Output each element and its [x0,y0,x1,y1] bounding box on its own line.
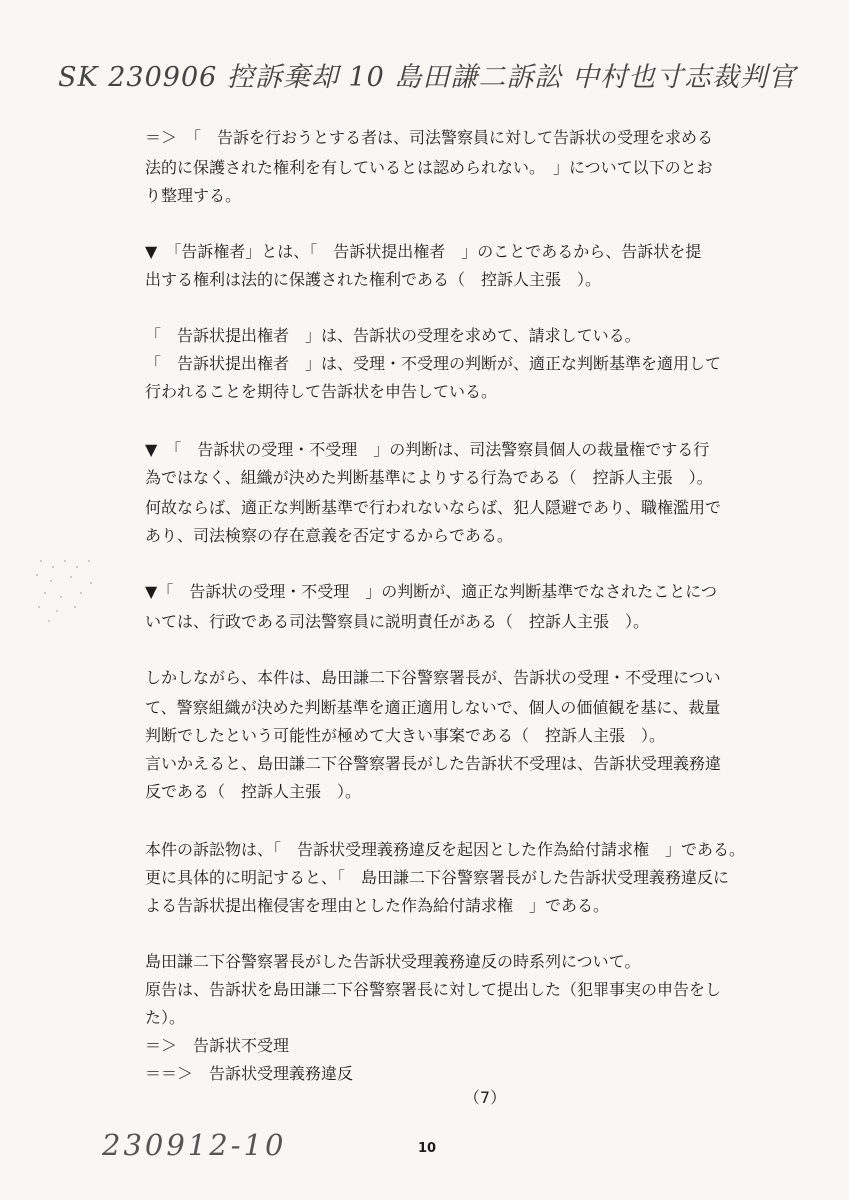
handwritten-footer: 230912-10 [102,1128,287,1162]
body-line: 判断でしたという可能性が極めて大きい事案である（ 控訴人主張 ）。 [145,726,666,745]
body-line: しかしながら、本件は、島田謙二下谷警察署長が、告訴状の受理・不受理につい [145,668,721,687]
body-line: た）。 [145,1008,186,1027]
body-line: り整理する。 [145,186,242,205]
body-line: ▼「 告訴状の受理・不受理 」の判断が、適正な判断基準でなされたことにつ [145,582,717,601]
body-line: 為ではなく、組織が決めた判断基準によりする行為である（ 控訴人主張 ）。 [145,468,713,487]
body-line: 反である（ 控訴人主張 ）。 [145,782,362,801]
body-line: 言いかえると、島田謙二下谷警察署長がした告訴状不受理は、告訴状受理義務違 [145,754,722,773]
body-line: 原告は、告訴状を島田謙二下谷警察署長に対して提出した（犯罪事実の申告をし [145,980,722,999]
body-line: 更に具体的に明記すると、「 島田謙二下谷警察署長がした告訴状受理義務違反に [145,868,730,887]
body-line: ▼ 「 告訴状の受理・不受理 」の判断は、司法警察員個人の裁量権でする行 [145,440,710,459]
handwritten-header: SK 230906 控訴棄却 10 島田謙二訴訟 中村也寸志裁判官 [58,62,797,93]
body-line: 行われることを期待して告訴状を申告している。 [145,382,498,401]
body-line: 「 告訴状提出権者 」は、告訴状の受理を求めて、請求している。 [145,326,641,345]
body-line: ▼ 「告訴権者」とは、「 告訴状提出権者 」のことであるから、告訴状を提 [145,242,702,261]
body-line: ＝＝＞ 告訴状受理義務違反 [145,1064,354,1083]
body-line: 本件の訴訟物は、「 告訴状受理義務違反を起因とした作為給付請求権 」である。 [145,840,746,859]
body-line: ＝＞ 「 告訴を行おうとする者は、司法警察員に対して告訴状の受理を求める [145,128,714,147]
body-line: 出する権利は法的に保護された権利である（ 控訴人主張 ）。 [145,270,602,289]
body-line: あり、司法検察の存在意義を否定するからである。 [145,526,513,545]
body-line: 法的に保護された権利を有しているとは認められない。 」について以下のとお [145,158,713,177]
body-line: 何故ならば、適正な判断基準で行われないならば、犯人隠避であり、職権濫用で [145,498,722,517]
body-line: ＝＞ 告訴状不受理 [145,1036,290,1055]
body-line: て、警察組織が決めた判断基準を適正適用しないで、個人の価値観を基に、裁量 [145,698,721,717]
page-number: （7） [463,1088,507,1107]
body-line: いては、行政である司法警察員に説明責任がある（ 控訴人主張 ）。 [145,612,650,631]
footer-page-number: 10 [418,1141,437,1156]
body-line: 「 告訴状提出権者 」は、受理・不受理の判断が、適正な判断基準を適用して [145,354,722,373]
body-line: 島田謙二下谷警察署長がした告訴状受理義務違反の時系列について。 [145,952,641,971]
body-line: よる告訴状提出権侵害を理由とした作為給付請求権 」である。 [145,896,610,915]
